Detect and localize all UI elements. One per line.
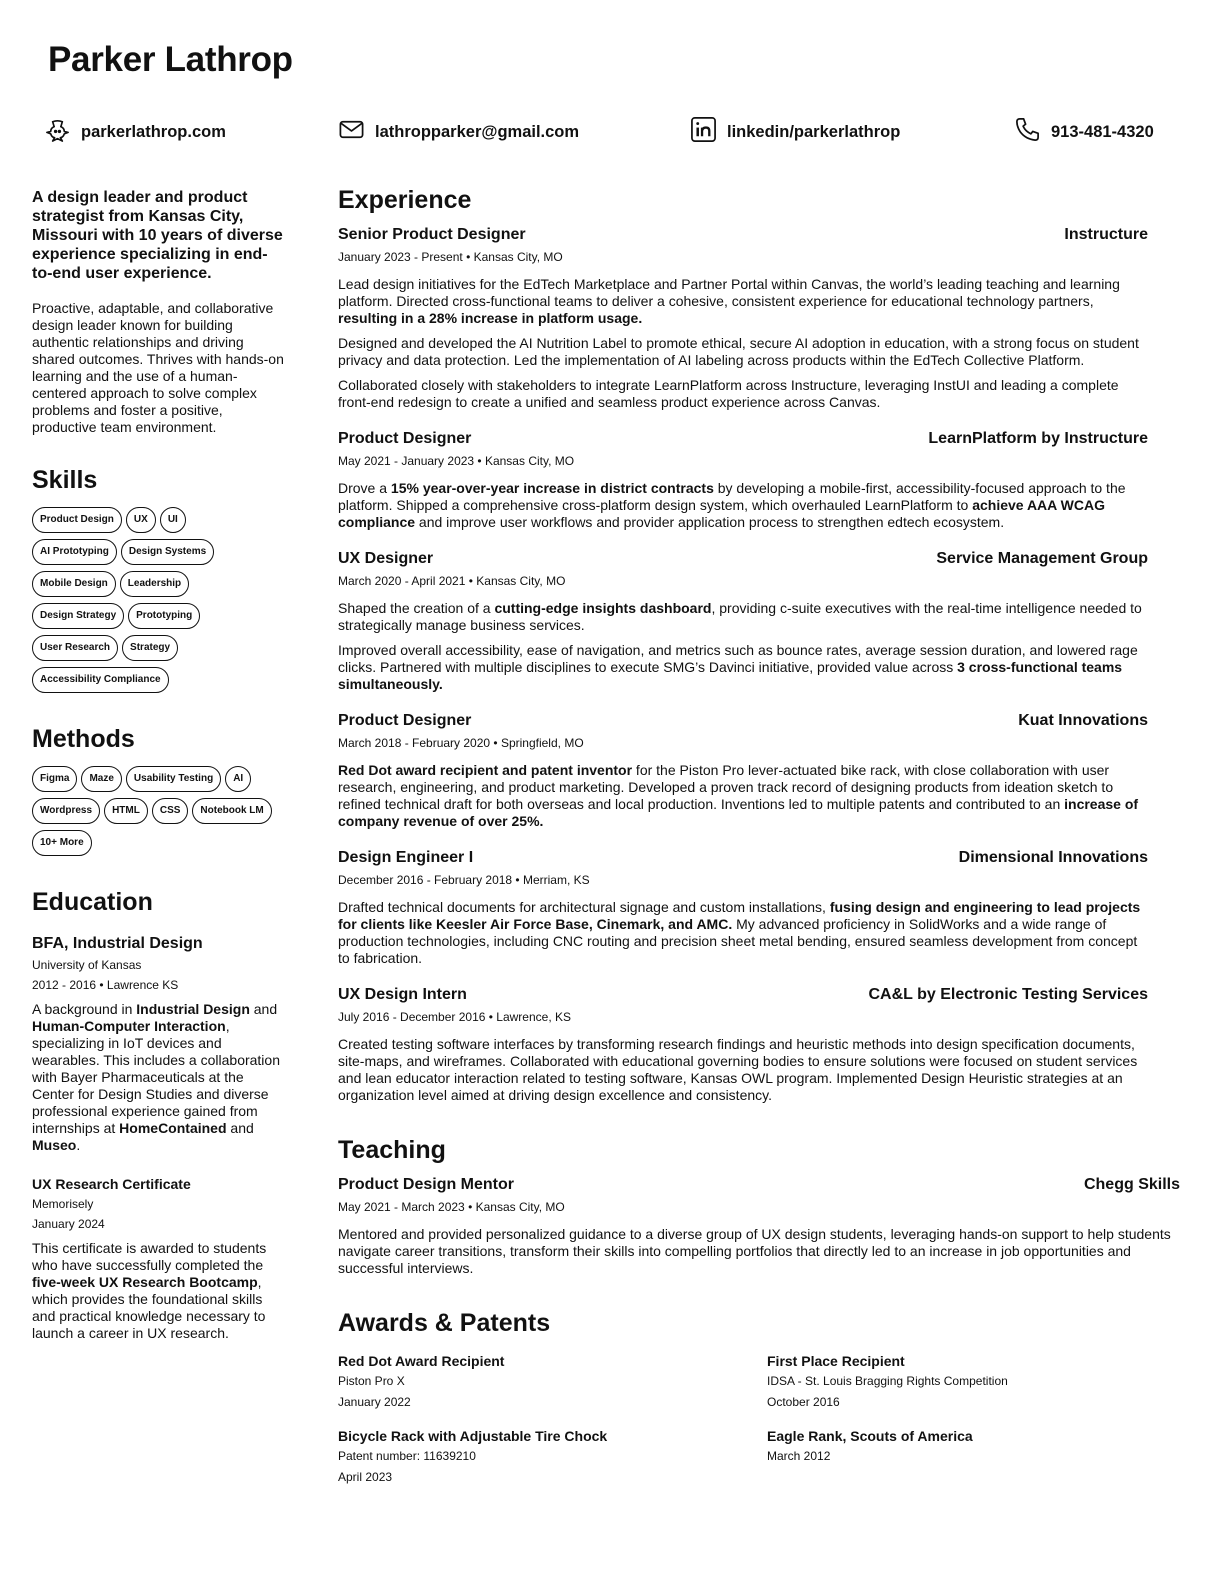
skill-tag: UI [160, 507, 186, 533]
method-tag: HTML [104, 798, 148, 824]
job-meta: July 2016 - December 2016 • Lawrence, KS [338, 1010, 571, 1024]
cat-icon [44, 116, 71, 148]
email-link[interactable]: lathropparker@gmail.com [375, 122, 580, 141]
job-entry [338, 549, 1148, 693]
method-tag: Notebook LM [192, 798, 271, 824]
job-description: Shaped the creation of a cutting-edge insights dashboard, providing c-suite executives with the real-time intelligence needed to strategically manage business services. [338, 600, 1142, 633]
method-tag: CSS [152, 798, 189, 824]
certificate-date: January 2024 [32, 1217, 105, 1231]
degree-school: University of Kansas [32, 958, 142, 972]
phone-icon [1014, 116, 1041, 148]
degree-dates: 2012 - 2016 • Lawrence KS [32, 978, 179, 992]
award-item: Eagle Rank, Scouts of America March 2012 [767, 1428, 973, 1463]
job-meta: May 2021 - January 2023 • Kansas City, MO [338, 454, 575, 468]
linkedin-link[interactable]: linkedin/parkerlathrop [727, 122, 901, 141]
job-company: Dimensional Innovations [958, 849, 1148, 866]
experience-heading: Experience [338, 186, 472, 214]
education-heading: Education [32, 888, 153, 916]
resume-name: Parker Lathrop [48, 40, 293, 79]
teaching-description: Mentored and provided personalized guidance to a diverse group of UX design students, leveraging hands-on support to help students navigate career transitions, transform their skills into compelling portfolios that directly led to an increase in job opportunities and successful interviews. [338, 1226, 1171, 1276]
job-title: Senior Product Designer [338, 226, 526, 243]
certificate-issuer: Memorisely [32, 1197, 94, 1211]
contact-phone[interactable] [1014, 116, 1154, 148]
method-tag: Figma [32, 766, 77, 792]
contact-email[interactable] [338, 116, 579, 148]
method-tag: 10+ More [32, 830, 92, 856]
job-title: UX Designer [338, 550, 434, 567]
awards-heading: Awards & Patents [338, 1309, 551, 1337]
job-meta: December 2016 - February 2018 • Merriam, KS [338, 873, 590, 887]
job-description: Drafted technical documents for architectural signage and custom installations, fusing design and engineering to lead projects for clients like Keesler Air Force Base, Cinemark, and AMC. My advanced proficiency in SolidWorks and a wide range of production technologies, including CNC routing and precision sheet metal bending, ensured seamless development from concept to fabrication. [338, 899, 1141, 966]
bio-paragraph: Proactive, adaptable, and collaborative design leader known for building authentic relationships and driving shared outcomes. Thrives with hands-on learning and the use of a human-centered approach to solve complex problems and foster a positive, productive team environment. [32, 300, 284, 435]
method-tag: AI [225, 766, 251, 792]
website-link[interactable]: parkerlathrop.com [81, 122, 226, 141]
certificate-description: This certificate is awarded to students who have successfully completed the five-week UX Research Bootcamp, which provides the foundational skills and practical knowledge necessary to launch a career in UX research. [32, 1240, 267, 1341]
job-company: LearnPlatform by Instructure [928, 430, 1148, 447]
contact-linkedin[interactable] [690, 116, 900, 148]
teaching-heading: Teaching [338, 1136, 446, 1164]
skill-tag: Design Systems [121, 539, 214, 565]
job-company: Kuat Innovations [1018, 712, 1148, 729]
skills-list [32, 507, 242, 693]
job-entry [338, 429, 1148, 531]
job-entry [338, 711, 1148, 830]
job-entry [338, 848, 1148, 967]
job-company: Instructure [1064, 226, 1148, 243]
skills-heading: Skills [32, 466, 98, 494]
job-title: Product Designer [338, 712, 472, 729]
job-company: CA&L by Electronic Testing Services [868, 986, 1148, 1003]
certificate-title: UX Research Certificate [32, 1176, 191, 1192]
job-title: Product Designer [338, 430, 472, 447]
job-description: Improved overall accessibility, ease of navigation, and metrics such as bounce rates, average session duration, and lowered rage clicks. Partnered with multiple disciplines to execute SMG’s Davinci initiative, provided value across 3 cross-functional teams simultaneously. [338, 642, 1138, 692]
teaching-company: Chegg Skills [1083, 1176, 1180, 1193]
job-entry [338, 985, 1148, 1104]
main-content [338, 186, 1180, 1488]
skill-tag: Design Strategy [32, 603, 124, 629]
skill-tag: Leadership [120, 571, 189, 597]
method-tag: Usability Testing [126, 766, 221, 792]
job-description: Drove a 15% year-over-year increase in district contracts by developing a mobile-first, accessibility-focused approach to the platform. Shipped a comprehensive cross-platform design system, which overhauled LearnPlatform to achieve AAA WCAG compliance and improve user workflows and provider application process to strengthen edtech ecosystem. [338, 480, 1126, 530]
methods-heading: Methods [32, 725, 135, 753]
skill-tag: Accessibility Compliance [32, 667, 169, 693]
phone-link[interactable]: 913-481-4320 [1051, 122, 1154, 141]
job-description: Designed and developed the AI Nutrition Label to promote ethical, secure AI adoption in education, with a strong focus on student privacy and data protection. Led the implementation of AI labeling across products within the EdTech Collective Platform. [338, 335, 1139, 368]
job-title: Design Engineer I [338, 849, 474, 866]
skill-tag: Product Design [32, 507, 122, 533]
certificate-entry [32, 1176, 288, 1342]
sidebar [32, 188, 288, 1342]
skill-tag: UX [126, 507, 156, 533]
job-meta: March 2018 - February 2020 • Springfield, MO [338, 736, 584, 750]
award-item: Red Dot Award Recipient Piston Pro X January 2022 [338, 1353, 505, 1409]
teaching-entry [338, 1175, 1180, 1277]
teaching-meta: May 2021 - March 2023 • Kansas City, MO [338, 1200, 565, 1214]
mail-icon [338, 116, 365, 148]
job-title: UX Design Intern [338, 986, 467, 1003]
job-description: Lead design initiatives for the EdTech Marketplace and Partner Portal within Canvas, the world’s leading teaching and learning platform. Directed cross-functional teams to deliver a cohesive, consistent experience for educational technology partners, resulting in a 28% increase in platform usage. [338, 276, 1120, 326]
award-item: First Place Recipient IDSA - St. Louis Bragging Rights Competition October 2016 [767, 1353, 1008, 1409]
skill-tag: Prototyping [128, 603, 200, 629]
job-description: Red Dot award recipient and patent inventor for the Piston Pro lever-actuated bike rack, with close collaboration with user research, engineering, and product marketing. Developed a proven track record of designing products from ideation sketch to refined technical draft for both overseas and local production. Inventions led to multiple patents and contributed to an increase of company revenue of over 25%. [338, 762, 1139, 829]
degree-entry [32, 935, 288, 1154]
contact-website[interactable] [44, 116, 226, 148]
skill-tag: Strategy [122, 635, 178, 661]
degree-description: A background in Industrial Design and Human-Computer Interaction, specializing in IoT devices and wearables. This includes a collaboration with Bayer Pharmaceuticals at the Center for Design Studies and diverse professional experience gained from internships at HomeContained and Museo. [32, 1001, 280, 1153]
job-description: Created testing software interfaces by transforming research findings and heuristic methods into design specification documents, site-maps, and wireframes. Collaborated with educational governing bodies to ensure solutions were focused on student services and lean educator interaction related to testing software, Kansas OWL program. Implemented Design Heuristic strategies at an organization level aimed at driving design excellence and consistency. [338, 1036, 1138, 1103]
linkedin-icon [690, 116, 717, 148]
methods-list [32, 766, 282, 856]
job-description: Collaborated closely with stakeholders to integrate LearnPlatform across Instructure, leveraging InstUI and leading a complete front-end redesign to create a unified and seamless product experience across Canvas. [338, 377, 1119, 410]
job-entry [338, 225, 1148, 411]
job-meta: March 2020 - April 2021 • Kansas City, MO [338, 574, 566, 588]
job-meta: January 2023 - Present • Kansas City, MO [338, 250, 563, 264]
skill-tag: AI Prototyping [32, 539, 117, 565]
degree-title: BFA, Industrial Design [32, 935, 203, 952]
skill-tag: Mobile Design [32, 571, 116, 597]
method-tag: Wordpress [32, 798, 100, 824]
skill-tag: User Research [32, 635, 118, 661]
awards-list [338, 1352, 1148, 1488]
method-tag: Maze [81, 766, 121, 792]
job-company: Service Management Group [936, 550, 1148, 567]
award-item: Bicycle Rack with Adjustable Tire Chock Patent number: 11639210 April 2023 [338, 1428, 608, 1484]
intro-statement: A design leader and product strategist from Kansas City, Missouri with 10 years of diverse experience specializing in end-to-end user experience. [32, 189, 283, 282]
teaching-title: Product Design Mentor [338, 1176, 515, 1193]
